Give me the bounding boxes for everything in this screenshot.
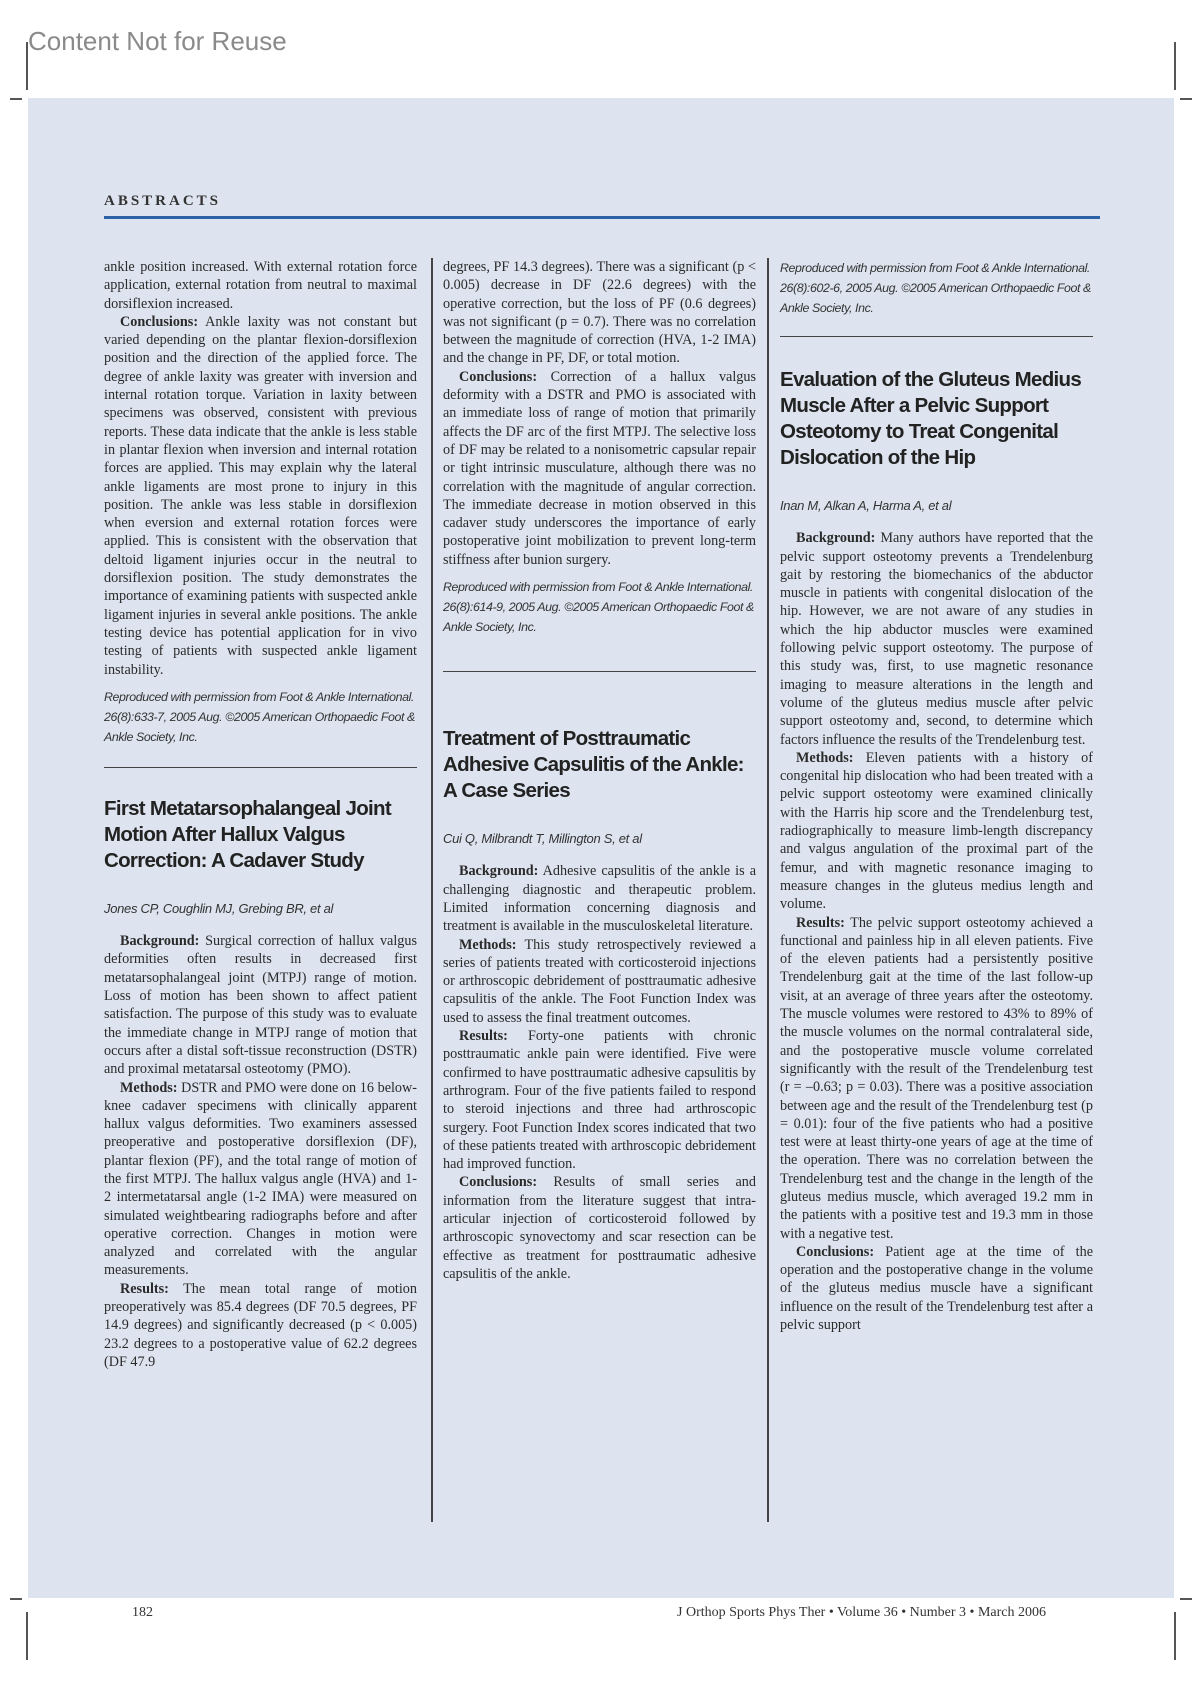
crop-mark-bottom-right-h xyxy=(1180,1598,1192,1600)
column-3 xyxy=(780,258,1093,1334)
crop-mark-bottom-right xyxy=(1174,1612,1176,1660)
article-authors: Cui Q, Milbrandt T, Millington S, et al xyxy=(443,831,642,847)
article-title: First Metatarsophalangeal Joint Motion After Hallux Valgus Correction: A Cadaver Study xyxy=(104,796,392,872)
crop-mark-bottom-left xyxy=(26,1612,28,1660)
crop-mark-top-left xyxy=(26,42,28,90)
results-text: Forty-one patients with chronic posttraumatic ankle pain were identified. Five were confirmed to have posttraumatic adhesive capsulitis by arthrogram. Four of the five patients failed to respond to steroid injections and three had arthroscopic surgery. Foot Function Index scores indicated that two of these patients treated with arthroscopic debridement had improved function. xyxy=(443,1028,756,1173)
conclusions-text: Correction of a hallux valgus deformity with a DSTR and PMO is associated with an immediate loss of range of motion that primarily affects the DF arc of the first MTPJ. The selective loss of DF may be related to a nonisometric capsular repair or tight intrinsic musculature, although there was no correlation with the magnitude of angular correction. The immediate decrease in motion observed in this cadaver study underscores the importance of early postoperative joint mobilization to prevent long-term stiffness after bunion surgery. xyxy=(443,368,756,568)
conclusions-label: Conclusions: xyxy=(120,313,199,330)
conclusions-paragraph xyxy=(443,368,756,569)
background-paragraph xyxy=(104,932,417,1078)
reprint-credit: Reproduced with permission from Foot & Ankle International. 26(8):633-7, 2005 Aug. ©2005 American Orthopaedic Foot & Ankle Society, Inc. xyxy=(104,689,415,744)
methods-text: DSTR and PMO were done on 16 below-knee cadaver specimens with clinically apparent hallux valgus deformities. Two examiners assessed preoperative and postoperative dorsiflexion (DF), plantar flexion (PF), and the total range of motion of the first MTPJ. The hallux valgus angle (HVA) and 1-2 intermetatarsal angle (1-2 IMA) were measured on simulated weightbearing radiographs before and after operative correction. Changes in motion were analyzed and correlated with the angular measurements. xyxy=(104,1079,417,1279)
article-title: Evaluation of the Gluteus Medius Muscle After a Pelvic Support Osteotomy to Treat Congenital Dislocation of the Hip xyxy=(780,368,1082,469)
header-rule xyxy=(104,216,1100,219)
crop-mark-top-left-h xyxy=(10,98,22,100)
methods-label: Methods: xyxy=(120,1079,178,1096)
background-text: Adhesive capsulitis of the ankle is a challenging diagnostic and therapeutic problem. Limited information concerning diagnosis and treatment is available in the musculoskeletal literature. xyxy=(443,863,756,935)
conclusions-text: Patient age at the time of the operation and the postoperative change in the volume of the gluteus medius muscle have a significant influence on the result of the Trendelenburg test after a pelvic support xyxy=(780,1243,1093,1334)
background-label: Background: xyxy=(796,530,876,547)
results-label: Results: xyxy=(120,1280,169,1297)
reprint-credit: Reproduced with permission from Foot & Ankle International. 26(8):614-9, 2005 Aug. ©2005 American Orthopaedic Foot & Ankle Society, Inc. xyxy=(443,580,754,635)
conclusions-text: Ankle laxity was not constant but varied depending on the plantar flexion-dorsiflexion position and the direction of the applied force. The degree of ankle laxity was greater with inversion and internal rotation torque. Variation in laxity between specimens was observed, consistent with previous reports. These data indicate that the ankle is less stable in plantar flexion when inversion and internal rotation forces are applied. This may explain why the lateral ankle ligaments are most prone to injury in this position. The ankle was less stable in dorsiflexion when eversion and external rotation forces were applied. This is consistent with the observation that deltoid ligament injuries occur in the neutral to dorsiflexion position. The study demonstrates the importance of examining patients with suspected ankle ligament injuries in several ankle positions. The ankle testing device has potential application for in vivo testing of patients with suspected ankle ligament instability. xyxy=(104,313,417,678)
reprint-credit: Reproduced with permission from Foot & Ankle International. 26(8):602-6, 2005 Aug. ©2005 American Orthopaedic Foot & Ankle Society, Inc. xyxy=(780,261,1091,315)
conclusions-paragraph-2 xyxy=(443,1173,756,1283)
conclusions-label: Conclusions: xyxy=(796,1243,875,1260)
article-authors: Jones CP, Coughlin MJ, Grebing BR, et al xyxy=(104,900,334,916)
methods-label: Methods: xyxy=(459,936,517,953)
results-text: The mean total range of motion preoperatively was 85.4 degrees (DF 70.5 degrees, PF 14.9 degrees) and significantly decreased (p < 0.005) 23.2 degrees to a postoperative value of 62.2 degrees (DF 47.9 xyxy=(104,1280,417,1370)
background-paragraph xyxy=(780,529,1093,749)
results-paragraph xyxy=(443,1027,756,1173)
conclusions-paragraph xyxy=(104,313,417,679)
background-text: Surgical correction of hallux valgus deformities often results in decreased first metatarsophalangeal joint (MTPJ) range of motion. Loss of motion has been shown to affect patient satisfaction. The purpose of this study was to evaluate the immediate change in MTPJ range of motion that occurs after a distal soft-tissue reconstruction (DSTR) and proximal metatarsal osteotomy (PMO). xyxy=(104,933,417,1078)
section-header: ABSTRACTS xyxy=(104,193,222,209)
column-2 xyxy=(443,258,756,1283)
results-text: The pelvic support osteotomy achieved a functional and painless hip in all eleven patients. Five of the eleven patients had a persistently positive Trendelenburg gait at the time of the last follow-up visit, at an average of three years after the osteotomy. The muscle volumes were restored to 43% to 89% of the muscle volumes on the normal contralateral side, and the postoperative muscle volume correlated significantly with the result of the Trendelenburg test (r = –0.63; p = 0.03). There was a positive association between age and the result of the Trendelenburg test (p = 0.01): four of the five patients who had a positive test were at least thirty-one years of age at the time of the operation. There was no correlation between the Trendelenburg test and the change in the length of the gluteus medius muscle, which averaged 19.2 mm in the patients with a positive test and 19.3 mm in those with a negative test. xyxy=(780,914,1093,1242)
journal-citation: J Orthop Sports Phys Ther • Volume 36 • Number 3 • March 2006 xyxy=(677,1605,1046,1620)
journal-page xyxy=(28,98,1174,1620)
methods-paragraph xyxy=(443,936,756,1027)
abstract-continuation: ankle position increased. With external rotation force application, external rotation from neutral to maximal dorsiflexion increased. xyxy=(104,259,417,312)
methods-text: Eleven patients with a history of congenital hip dislocation who had been treated with a pelvic support osteotomy were examined clinically with the Harris hip score and the Trendelenburg test, radiographically to measure limb-length discrepancy and valgus angulation of the proximal part of the femur, and with magnetic resonance imaging to measure changes in the gluteus medius length and volume. xyxy=(780,749,1093,913)
methods-text: This study retrospectively reviewed a series of patients treated with corticosteroid injections or arthroscopic debridement of posttraumatic adhesive capsulitis of the ankle. The Foot Function Index was used to assess the final treatment outcomes. xyxy=(443,936,756,1026)
methods-paragraph xyxy=(780,749,1093,914)
results-label: Results: xyxy=(796,914,845,931)
methods-paragraph xyxy=(104,1079,417,1280)
watermark: Content Not for Reuse xyxy=(28,26,287,56)
background-label: Background: xyxy=(459,863,539,880)
crop-mark-top-right-h xyxy=(1180,98,1192,100)
conclusions-label: Conclusions: xyxy=(459,1174,538,1191)
article-title: Treatment of Posttraumatic Adhesive Capsulitis of the Ankle: A Case Series xyxy=(443,727,744,803)
crop-mark-bottom-left-h xyxy=(10,1598,22,1600)
conclusions-label: Conclusions: xyxy=(459,368,538,385)
column-separator-2 xyxy=(767,258,769,1522)
crop-mark-top-right xyxy=(1174,42,1176,90)
results-paragraph xyxy=(780,914,1093,1243)
column-1 xyxy=(104,258,417,1371)
background-text: Many authors have reported that the pelvic support osteotomy prevents a Trendelenburg gait by restoring the biomechanics of the abductor muscle in patients with congenital dislocation of the hip. However, we are not aware of any studies in which the hip abductor muscles were examined following pelvic support osteotomy. The purpose of this study was, first, to use magnetic resonance imaging to measure alterations in the length and volume of the gluteus medius muscle after pelvic support osteotomy and, second, to determine which factors influence the results of the Trendelenburg test. xyxy=(780,530,1093,748)
results-label: Results: xyxy=(459,1028,508,1045)
abstract-continuation: degrees, PF 14.3 degrees). There was a significant (p < 0.005) decrease in DF (22.6 degrees) with the operative correction, but the loss of PF (0.6 degrees) was not significant (p = 0.7). There was no correlation between the magnitude of correction (HVA, 1-2 IMA) and the change in PF, DF, or total motion. xyxy=(443,259,756,367)
page-number: 182 xyxy=(132,1605,153,1620)
conclusions-paragraph xyxy=(780,1243,1093,1334)
results-paragraph xyxy=(104,1280,417,1371)
background-paragraph xyxy=(443,862,756,935)
methods-label: Methods: xyxy=(796,749,854,766)
column-separator-1 xyxy=(431,258,433,1522)
article-authors: Inan M, Alkan A, Harma A, et al xyxy=(780,498,952,513)
background-label: Background: xyxy=(120,933,200,950)
conclusions-text: Results of small series and information from the literature suggest that intra-articular injection of corticosteroid followed by arthroscopic synovectomy and scar resection can be effective as treatment for posttraumatic adhesive capsulitis of the ankle. xyxy=(443,1174,756,1282)
